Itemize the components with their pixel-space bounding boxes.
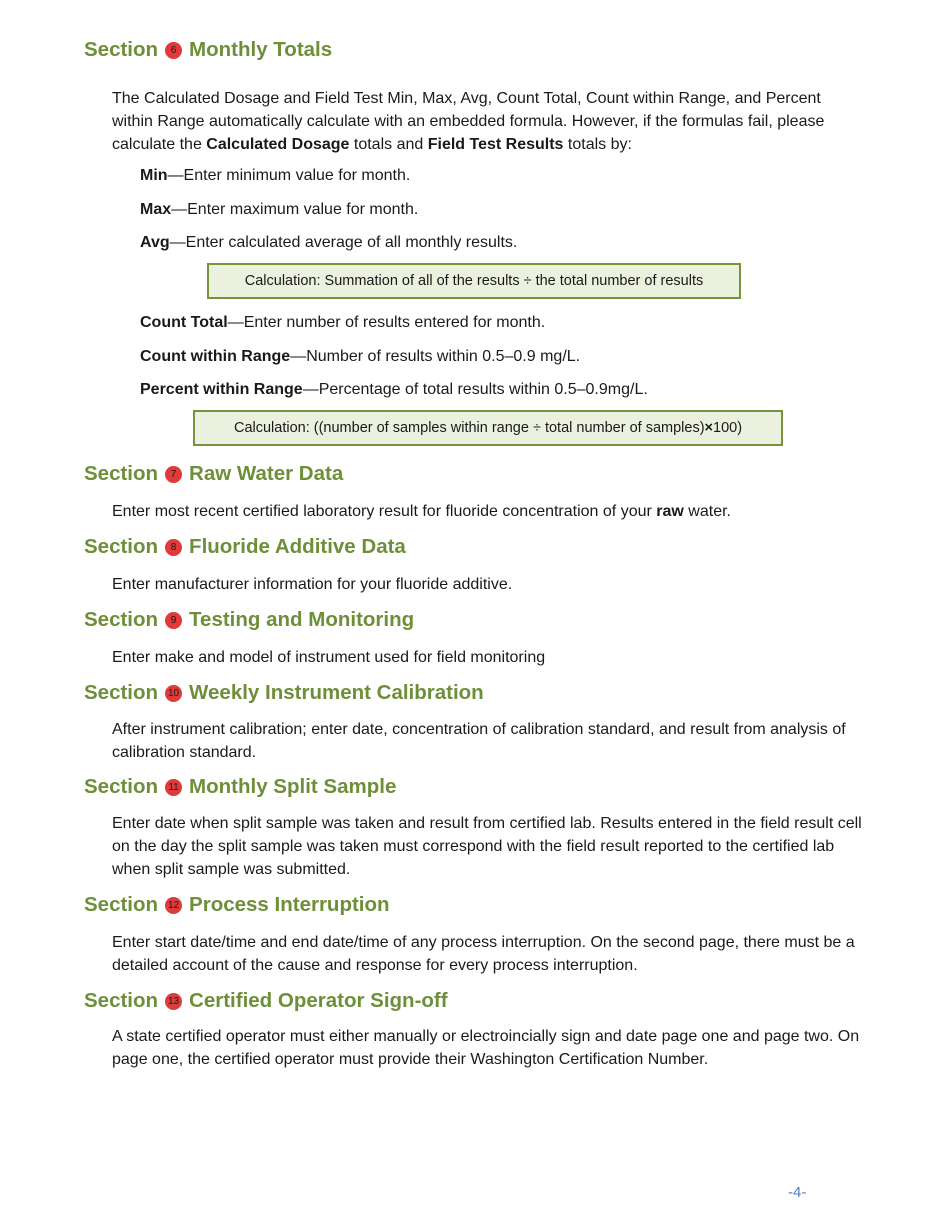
- section-7-heading: [84, 462, 343, 486]
- section-title: Monthly Totals: [189, 38, 333, 61]
- section-number-badge: 7: [165, 466, 182, 483]
- section-number-badge: 9: [165, 612, 182, 629]
- section-11-text: Enter date when split sample was taken and result from certified lab. Results entered in the field result cell on the day the split sample was taken must correspond with the field result reported to the certified lab when split sample was submitted.: [112, 815, 862, 878]
- section-number-badge: 13: [165, 993, 182, 1010]
- calculation-box-average: Calculation: Summation of all of the results ÷ the total number of results: [207, 263, 741, 299]
- item-max: Max—Enter maximum value for month.: [140, 201, 419, 218]
- section-11-heading: [84, 775, 396, 799]
- section-13-text: A state certified operator must either manually or electroincially sign and date page one and page two. On page one, the certified operator must provide their Washington Certification Number.: [112, 1028, 860, 1068]
- section-label: Section: [84, 989, 159, 1012]
- item-min: Min—Enter minimum value for month.: [140, 167, 411, 184]
- section-12-heading: [84, 893, 390, 917]
- section-number-badge: 10: [165, 685, 182, 702]
- section-12-text: Enter start date/time and end date/time of any process interruption. On the second page, there must be a detailed account of the cause and response for every process interruption.: [112, 934, 855, 974]
- calculation-box-percent: Calculation: ((number of samples within range ÷ total number of samples) × 100): [193, 410, 783, 446]
- section-label: Section: [84, 608, 159, 631]
- section-label: Section: [84, 535, 159, 558]
- section-number-badge: 11: [165, 779, 182, 796]
- section-label: Section: [84, 775, 159, 798]
- section-9-heading: [84, 608, 414, 632]
- item-count-within-range: Count within Range—Number of results within 0.5–0.9 mg/L.: [140, 348, 581, 365]
- section-label: Section: [84, 462, 159, 485]
- section-title: Fluoride Additive Data: [189, 535, 406, 558]
- section-title: Weekly Instrument Calibration: [189, 681, 484, 704]
- section-8-heading: [84, 535, 406, 559]
- section-number-badge: 12: [165, 897, 182, 914]
- section-7-text: Enter most recent certified laboratory result for fluoride concentration of your raw water.: [112, 503, 731, 520]
- section-title: Testing and Monitoring: [189, 608, 415, 631]
- section-label: Section: [84, 893, 159, 916]
- section-10-heading: [84, 681, 484, 705]
- section-title: Raw Water Data: [189, 462, 344, 485]
- section-10-text: After instrument calibration; enter date, concentration of calibration standard, and result from analysis of calibration standard.: [112, 721, 846, 761]
- section-6-intro: The Calculated Dosage and Field Test Min, Max, Avg, Count Total, Count within Range, and Percent within Range automatically calculate with an embedded formula. However, if the formulas fail, please calculate the Calculated Dosage totals and Field Test Results totals by:: [112, 90, 825, 153]
- section-label: Section: [84, 38, 159, 61]
- item-count-total: Count Total—Enter number of results entered for month.: [140, 314, 546, 331]
- item-percent-within-range: Percent within Range—Percentage of total results within 0.5–0.9mg/L.: [140, 381, 648, 398]
- page-number: -4-: [788, 1184, 807, 1201]
- section-title: Monthly Split Sample: [189, 775, 397, 798]
- section-title: Process Interruption: [189, 893, 390, 916]
- section-label: Section: [84, 681, 159, 704]
- section-6-heading: [84, 38, 332, 62]
- section-number-badge: 8: [165, 539, 182, 556]
- section-13-heading: [84, 989, 448, 1013]
- item-avg: Avg—Enter calculated average of all monthly results.: [140, 234, 518, 251]
- section-9-text: Enter make and model of instrument used for field monitoring: [112, 649, 546, 666]
- section-8-text: Enter manufacturer information for your fluoride additive.: [112, 576, 513, 593]
- section-number-badge: 6: [165, 42, 182, 59]
- section-title: Certified Operator Sign-off: [189, 989, 448, 1012]
